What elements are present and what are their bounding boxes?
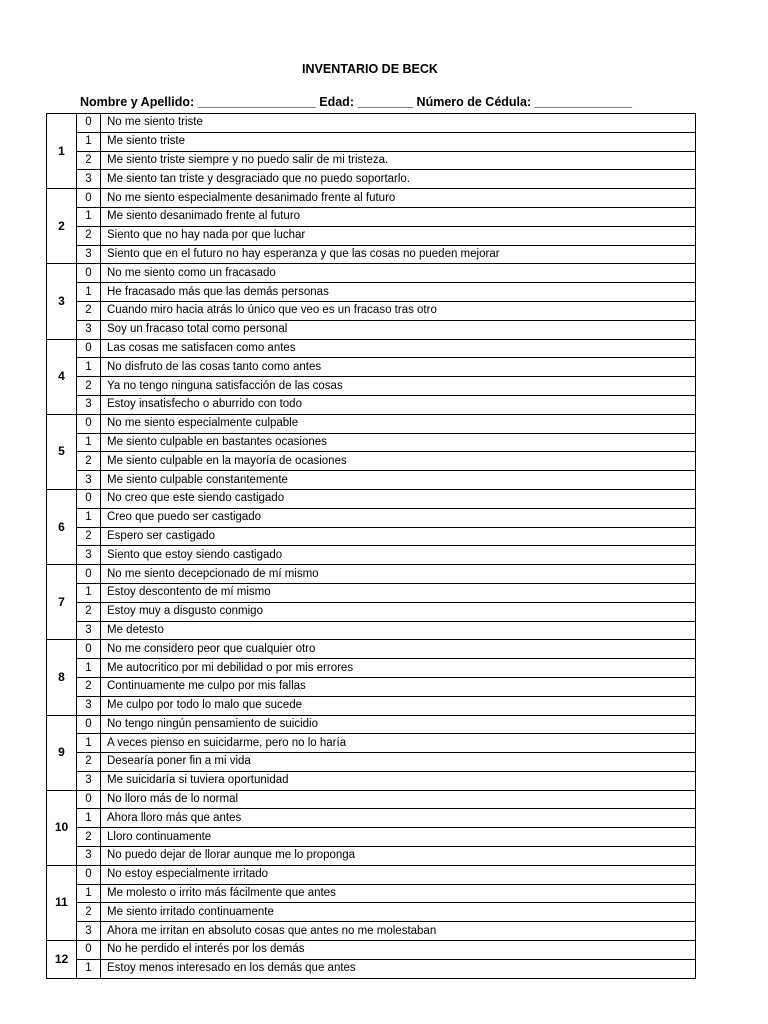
table-row xyxy=(47,640,696,659)
table-row xyxy=(47,151,696,170)
item-number: 12 xyxy=(47,941,77,979)
table-row xyxy=(47,433,696,452)
table-row xyxy=(47,452,696,471)
option-text: Continuamente me culpo por mis fallas xyxy=(101,677,696,696)
item-number: 7 xyxy=(47,565,77,640)
option-text: No estoy especialmente irritado xyxy=(101,865,696,884)
table-row xyxy=(47,170,696,189)
table-row xyxy=(47,847,696,866)
table-row xyxy=(47,207,696,226)
option-score: 1 xyxy=(77,283,101,302)
option-score: 1 xyxy=(77,959,101,978)
option-score: 3 xyxy=(77,471,101,490)
option-score: 1 xyxy=(77,132,101,151)
option-text: No puedo dejar de llorar aunque me lo proponga xyxy=(101,847,696,866)
table-row xyxy=(47,471,696,490)
option-text: Lloro continuamente xyxy=(101,828,696,847)
table-row xyxy=(47,583,696,602)
option-score: 3 xyxy=(77,771,101,790)
table-row xyxy=(47,753,696,772)
table-row xyxy=(47,189,696,208)
table-row xyxy=(47,377,696,396)
option-text: Me suicidaría si tuviera oportunidad xyxy=(101,771,696,790)
table-row xyxy=(47,828,696,847)
option-score: 0 xyxy=(77,189,101,208)
option-score: 1 xyxy=(77,433,101,452)
table-row xyxy=(47,790,696,809)
option-score: 2 xyxy=(77,602,101,621)
item-number: 3 xyxy=(47,264,77,339)
option-text: No disfruto de las cosas tanto como antes xyxy=(101,358,696,377)
option-text: Creo que puedo ser castigado xyxy=(101,508,696,527)
option-score: 0 xyxy=(77,414,101,433)
inventory-table-body xyxy=(47,114,696,979)
table-row xyxy=(47,903,696,922)
option-score: 0 xyxy=(77,941,101,960)
table-row xyxy=(47,301,696,320)
option-text: No me siento triste xyxy=(101,114,696,133)
table-row xyxy=(47,959,696,978)
option-score: 0 xyxy=(77,640,101,659)
option-score: 2 xyxy=(77,151,101,170)
option-score: 2 xyxy=(77,527,101,546)
option-text: No he perdido el interés por los demás xyxy=(101,941,696,960)
table-row xyxy=(47,339,696,358)
option-score: 0 xyxy=(77,565,101,584)
option-score: 3 xyxy=(77,170,101,189)
item-number: 9 xyxy=(47,715,77,790)
option-text: No me siento como un fracasado xyxy=(101,264,696,283)
option-text: Me siento triste siempre y no puedo salir de mi tristeza. xyxy=(101,151,696,170)
patient-info-line: Nombre y Apellido: _________________ Edad: ________ Número de Cédula: ______________ xyxy=(80,95,632,109)
option-text: He fracasado más que las demás personas xyxy=(101,283,696,302)
table-row xyxy=(47,865,696,884)
table-row xyxy=(47,489,696,508)
table-row xyxy=(47,941,696,960)
option-score: 1 xyxy=(77,734,101,753)
option-text: Desearía poner fin a mi vida xyxy=(101,753,696,772)
table-row xyxy=(47,922,696,941)
option-score: 3 xyxy=(77,546,101,565)
option-score: 2 xyxy=(77,377,101,396)
option-text: Soy un fracaso total como personal xyxy=(101,320,696,339)
option-text: No tengo ningún pensamiento de suicidio xyxy=(101,715,696,734)
option-score: 3 xyxy=(77,696,101,715)
option-text: Me detesto xyxy=(101,621,696,640)
table-row xyxy=(47,527,696,546)
table-row xyxy=(47,771,696,790)
option-score: 2 xyxy=(77,828,101,847)
option-score: 3 xyxy=(77,847,101,866)
table-row xyxy=(47,884,696,903)
table-row xyxy=(47,320,696,339)
option-text: Estoy menos interesado en los demás que antes xyxy=(101,959,696,978)
option-text: Ahora me irritan en absoluto cosas que antes no me molestaban xyxy=(101,922,696,941)
option-text: Siento que en el futuro no hay esperanza y que las cosas no pueden mejorar xyxy=(101,245,696,264)
option-score: 1 xyxy=(77,358,101,377)
option-score: 3 xyxy=(77,621,101,640)
item-number: 10 xyxy=(47,790,77,865)
option-text: No me siento decepcionado de mí mismo xyxy=(101,565,696,584)
option-score: 0 xyxy=(77,114,101,133)
option-score: 0 xyxy=(77,790,101,809)
option-score: 0 xyxy=(77,865,101,884)
option-text: Cuando miro hacia atrás lo único que veo es un fracaso tras otro xyxy=(101,301,696,320)
table-row xyxy=(47,508,696,527)
option-text: Me siento irritado continuamente xyxy=(101,903,696,922)
table-row xyxy=(47,715,696,734)
option-text: No lloro más de lo normal xyxy=(101,790,696,809)
table-row xyxy=(47,395,696,414)
table-row xyxy=(47,809,696,828)
table-row xyxy=(47,414,696,433)
option-text: Me siento culpable en la mayoría de ocasiones xyxy=(101,452,696,471)
table-row xyxy=(47,358,696,377)
table-row xyxy=(47,283,696,302)
option-score: 0 xyxy=(77,715,101,734)
table-row xyxy=(47,696,696,715)
table-row xyxy=(47,659,696,678)
option-text: Me siento tan triste y desgraciado que no puedo soportarlo. xyxy=(101,170,696,189)
item-number: 8 xyxy=(47,640,77,715)
option-score: 1 xyxy=(77,508,101,527)
option-text: Me siento culpable en bastantes ocasiones xyxy=(101,433,696,452)
table-row xyxy=(47,546,696,565)
option-score: 2 xyxy=(77,753,101,772)
option-score: 1 xyxy=(77,207,101,226)
option-text: Me siento triste xyxy=(101,132,696,151)
table-row xyxy=(47,245,696,264)
option-text: Me molesto o irrito más fácilmente que antes xyxy=(101,884,696,903)
document-title: INVENTARIO DE BECK xyxy=(302,62,438,76)
option-score: 2 xyxy=(77,301,101,320)
option-score: 3 xyxy=(77,395,101,414)
option-score: 2 xyxy=(77,903,101,922)
option-text: Me siento desanimado frente al futuro xyxy=(101,207,696,226)
option-text: Siento que no hay nada por que luchar xyxy=(101,226,696,245)
option-text: No me siento especialmente culpable xyxy=(101,414,696,433)
table-row xyxy=(47,114,696,133)
option-score: 1 xyxy=(77,659,101,678)
item-number: 1 xyxy=(47,114,77,189)
table-row xyxy=(47,132,696,151)
inventory-table xyxy=(46,113,696,979)
table-row xyxy=(47,565,696,584)
option-text: A veces pienso en suicidarme, pero no lo haría xyxy=(101,734,696,753)
option-score: 3 xyxy=(77,320,101,339)
option-text: Me culpo por todo lo malo que sucede xyxy=(101,696,696,715)
option-score: 0 xyxy=(77,489,101,508)
option-score: 2 xyxy=(77,226,101,245)
option-score: 0 xyxy=(77,264,101,283)
option-text: Espero ser castigado xyxy=(101,527,696,546)
item-number: 4 xyxy=(47,339,77,414)
option-text: No me siento especialmente desanimado frente al futuro xyxy=(101,189,696,208)
item-number: 5 xyxy=(47,414,77,489)
option-score: 3 xyxy=(77,922,101,941)
table-row xyxy=(47,734,696,753)
option-score: 1 xyxy=(77,809,101,828)
option-text: Siento que estoy siendo castigado xyxy=(101,546,696,565)
option-text: Ahora lloro más que antes xyxy=(101,809,696,828)
item-number: 11 xyxy=(47,865,77,940)
option-text: Me siento culpable constantemente xyxy=(101,471,696,490)
option-score: 2 xyxy=(77,677,101,696)
option-text: Estoy insatisfecho o aburrido con todo xyxy=(101,395,696,414)
table-row xyxy=(47,264,696,283)
option-text: Las cosas me satisfacen como antes xyxy=(101,339,696,358)
option-score: 3 xyxy=(77,245,101,264)
option-score: 0 xyxy=(77,339,101,358)
table-row xyxy=(47,602,696,621)
option-score: 1 xyxy=(77,583,101,602)
table-row xyxy=(47,226,696,245)
option-text: Me autocritico por mi debilidad o por mis errores xyxy=(101,659,696,678)
option-score: 1 xyxy=(77,884,101,903)
option-text: Estoy descontento de mí mismo xyxy=(101,583,696,602)
option-text: No me considero peor que cualquier otro xyxy=(101,640,696,659)
item-number: 2 xyxy=(47,189,77,264)
option-text: Ya no tengo ninguna satisfacción de las cosas xyxy=(101,377,696,396)
option-text: Estoy muy a disgusto conmigo xyxy=(101,602,696,621)
option-text: No creo que este siendo castigado xyxy=(101,489,696,508)
option-score: 2 xyxy=(77,452,101,471)
item-number: 6 xyxy=(47,489,77,564)
table-row xyxy=(47,677,696,696)
table-row xyxy=(47,621,696,640)
